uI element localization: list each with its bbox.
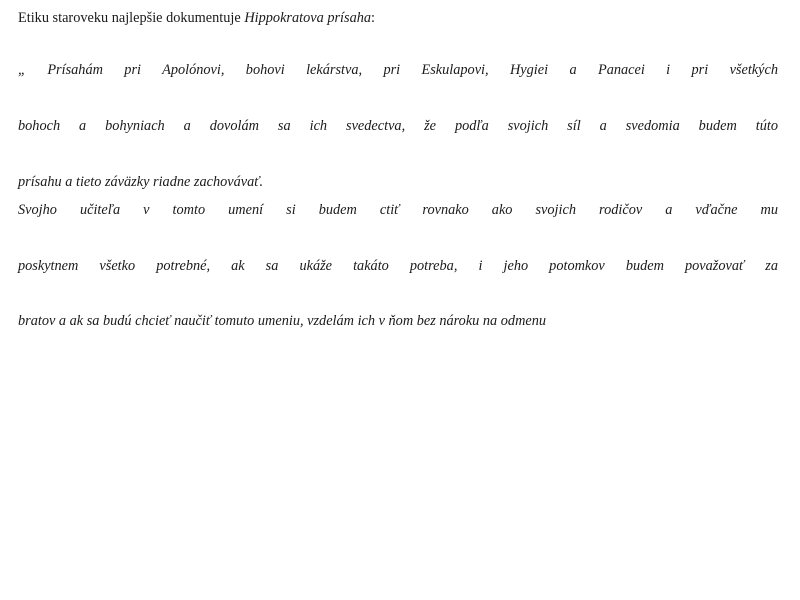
oath-line: Svojho učiteľa v tomto umení si budem ctiť rovnako ako svojich rodičov a vďačne mu [18,201,778,218]
intro-paragraph [18,8,778,29]
oath-line: „ Prísahám pri Apolónovi, bohovi lekárstva, pri Eskulapovi, Hygiei a Panacei i pri všetkých [18,62,778,79]
oath-title: Hippokratova prísaha [244,10,372,26]
oath-block-2 [18,197,778,336]
paragraph-spacer [18,29,778,57]
oath-quote [18,57,778,336]
oath-line: prísahu a tieto záväzky riadne zachovávať. [18,173,264,190]
oath-line: bratov a ak sa budú chcieť naučiť tomuto umeniu, vzdelám ich v ňom bez nároku na odmenu [18,313,547,330]
oath-line: poskytnem všetko potrebné, ak sa ukáže takáto potreba, i jeho potomkov budem považovať za [18,257,778,274]
intro-text-after: : [371,10,375,26]
oath-block-1 [18,57,778,196]
oath-line: bohoch a bohyniach a dovolám sa ich svedectva, že podľa svojich síl a svedomia budem túto [18,118,778,135]
intro-text-before: Etiku staroveku najlepšie dokumentuje [18,10,245,26]
